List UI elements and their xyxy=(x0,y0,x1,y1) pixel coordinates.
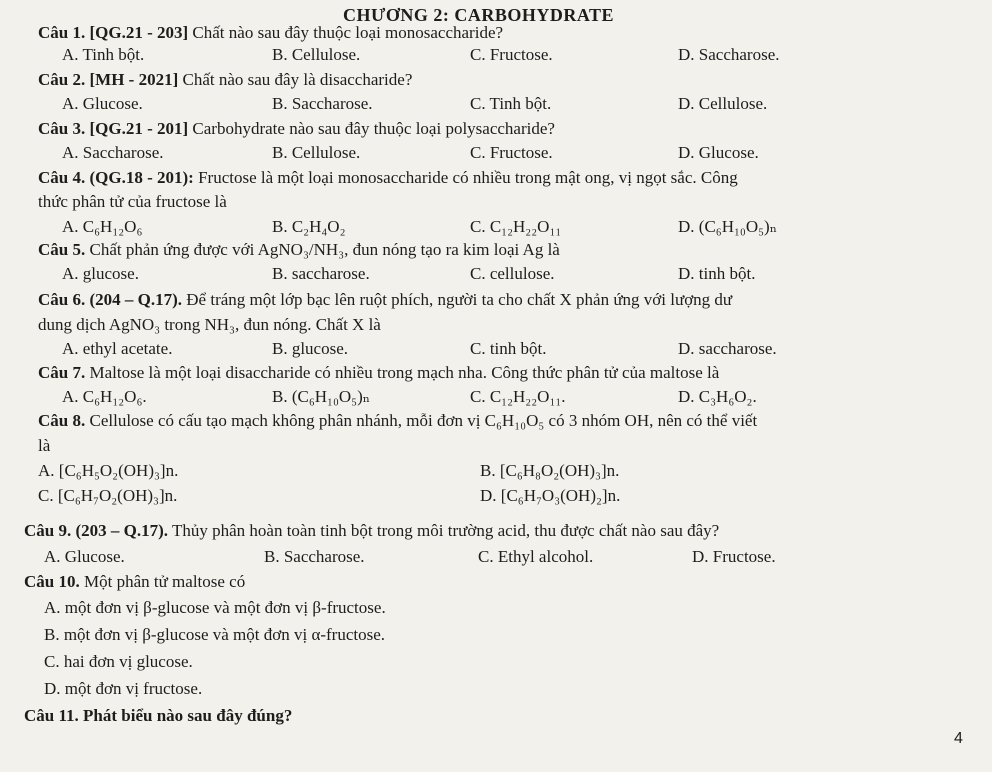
question-9 xyxy=(24,521,719,541)
question-9-label: Câu 9. (203 – Q.17). xyxy=(24,521,169,540)
question-6-text: Để tráng một lớp bạc lên ruột phích, người ta cho chất X phản ứng với lượng dư xyxy=(186,290,733,309)
question-3-text: Carbohydrate nào sau đây thuộc loại polysaccharide? xyxy=(192,119,555,138)
q10-option-a: A. một đơn vị β-glucose và một đơn vị β-fructose. xyxy=(44,598,386,617)
question-1 xyxy=(38,23,503,43)
question-2-label: Câu 2. [MH - 2021] xyxy=(38,70,179,89)
q3-option-c: C. Fructose. xyxy=(470,143,553,162)
q10-option-c: C. hai đơn vị glucose. xyxy=(44,652,193,671)
page-title: CHƯƠNG 2: CARBOHYDRATE xyxy=(343,5,614,25)
q6-option-a: A. ethyl acetate. xyxy=(62,339,173,358)
q5-option-c: C. cellulose. xyxy=(470,264,555,283)
q7-option-c: C. C₁₂H₂₂O₁₁. xyxy=(470,387,566,406)
q5-option-b: B. saccharose. xyxy=(272,264,370,283)
q6-option-c: C. tinh bột. xyxy=(470,339,547,358)
question-3-label: Câu 3. [QG.21 - 201] xyxy=(38,119,189,138)
question-4 xyxy=(38,168,738,188)
q7-option-b: B. (C₆H₁₀O₅)ₙ xyxy=(272,387,371,406)
q5-option-a: A. glucose. xyxy=(62,264,139,283)
q4-option-a: A. C₆H₁₂O₆ xyxy=(62,217,143,236)
question-11-text: Phát biểu nào sau đây đúng? xyxy=(83,706,293,725)
question-5 xyxy=(38,240,560,260)
q3-option-a: A. Saccharose. xyxy=(62,143,164,162)
q2-option-c: C. Tinh bột. xyxy=(470,94,552,113)
q10-option-b: B. một đơn vị β-glucose và một đơn vị α-fructose. xyxy=(44,625,386,644)
q2-option-d: D. Cellulose. xyxy=(678,94,768,113)
question-10-text: Một phân tử maltose có xyxy=(83,572,246,591)
question-6-text-cont: dung dịch AgNO₃ trong NH₃, đun nóng. Chất X là xyxy=(38,315,381,334)
question-4-text-cont: thức phân tử của fructose là xyxy=(38,192,227,211)
q2-option-a: A. Glucose. xyxy=(62,94,143,113)
question-8-text-cont: là xyxy=(38,436,51,455)
q1-option-a: A. Tinh bột. xyxy=(62,45,145,64)
q8-option-c: C. [C₆H₇O₂(OH)₃]n. xyxy=(38,486,178,505)
q7-option-d: D. C₃H₆O₂. xyxy=(678,387,757,406)
q7-option-a: A. C₆H₁₂O₆. xyxy=(62,387,147,406)
q9-option-a: A. Glucose. xyxy=(44,547,125,566)
q5-option-d: D. tinh bột. xyxy=(678,264,756,283)
question-1-text: Chất nào sau đây thuộc loại monosaccharide? xyxy=(192,23,504,42)
question-10-label: Câu 10. xyxy=(24,572,80,591)
question-7 xyxy=(38,363,719,383)
q9-option-b: B. Saccharose. xyxy=(264,547,365,566)
q1-option-b: B. Cellulose. xyxy=(272,45,361,64)
question-10 xyxy=(24,572,245,592)
question-2 xyxy=(38,70,412,90)
question-7-text: Maltose là một loại disaccharide có nhiều trong mạch nha. Công thức phân tử của maltose là xyxy=(89,363,720,382)
question-8 xyxy=(38,411,757,431)
q4-option-b: B. C₂H₄O₂ xyxy=(272,217,346,236)
q1-option-c: C. Fructose. xyxy=(470,45,553,64)
q8-option-d: D. [C₆H₇O₃(OH)₂]n. xyxy=(480,486,621,505)
question-4-label: Câu 4. (QG.18 - 201): xyxy=(38,168,194,187)
question-7-label: Câu 7. xyxy=(38,363,86,382)
q9-option-c: C. Ethyl alcohol. xyxy=(478,547,594,566)
q8-option-b: B. [C₆H₈O₂(OH)₃]n. xyxy=(480,461,620,480)
question-11 xyxy=(24,706,292,726)
q1-option-d: D. Saccharose. xyxy=(678,45,780,64)
question-1-label: Câu 1. [QG.21 - 203] xyxy=(38,23,189,42)
question-6-label: Câu 6. (204 – Q.17). xyxy=(38,290,183,309)
question-5-label: Câu 5. xyxy=(38,240,86,259)
q6-option-b: B. glucose. xyxy=(272,339,349,358)
question-11-label: Câu 11. xyxy=(24,706,79,725)
question-2-text: Chất nào sau đây là disaccharide? xyxy=(182,70,413,89)
question-9-text: Thủy phân hoàn toàn tinh bột trong môi trường acid, thu được chất nào sau đây? xyxy=(171,521,720,540)
question-3 xyxy=(38,119,555,139)
question-8-text: Cellulose có cấu tạo mạch không phân nhánh, mỗi đơn vị C₆H₁₀O₅ có 3 nhóm OH, nên có thể viết xyxy=(89,411,758,430)
question-6 xyxy=(38,290,732,310)
q4-option-d: D. (C₆H₁₀O₅)ₙ xyxy=(678,217,778,236)
question-5-text: Chất phản ứng được với AgNO₃/NH₃, đun nóng tạo ra kim loại Ag là xyxy=(89,240,560,259)
page-number: 4 xyxy=(954,730,963,747)
q6-option-d: D. saccharose. xyxy=(678,339,777,358)
question-8-label: Câu 8. xyxy=(38,411,86,430)
q3-option-b: B. Cellulose. xyxy=(272,143,361,162)
q4-option-c: C. C₁₂H₂₂O₁₁ xyxy=(470,217,562,236)
q2-option-b: B. Saccharose. xyxy=(272,94,373,113)
q3-option-d: D. Glucose. xyxy=(678,143,759,162)
question-4-text: Fructose là một loại monosaccharide có nhiều trong mật ong, vị ngọt sắc. Công xyxy=(198,168,738,187)
q8-option-a: A. [C₆H₅O₂(OH)₃]n. xyxy=(38,461,179,480)
q9-option-d: D. Fructose. xyxy=(692,547,776,566)
q10-option-d: D. một đơn vị fructose. xyxy=(44,679,203,698)
